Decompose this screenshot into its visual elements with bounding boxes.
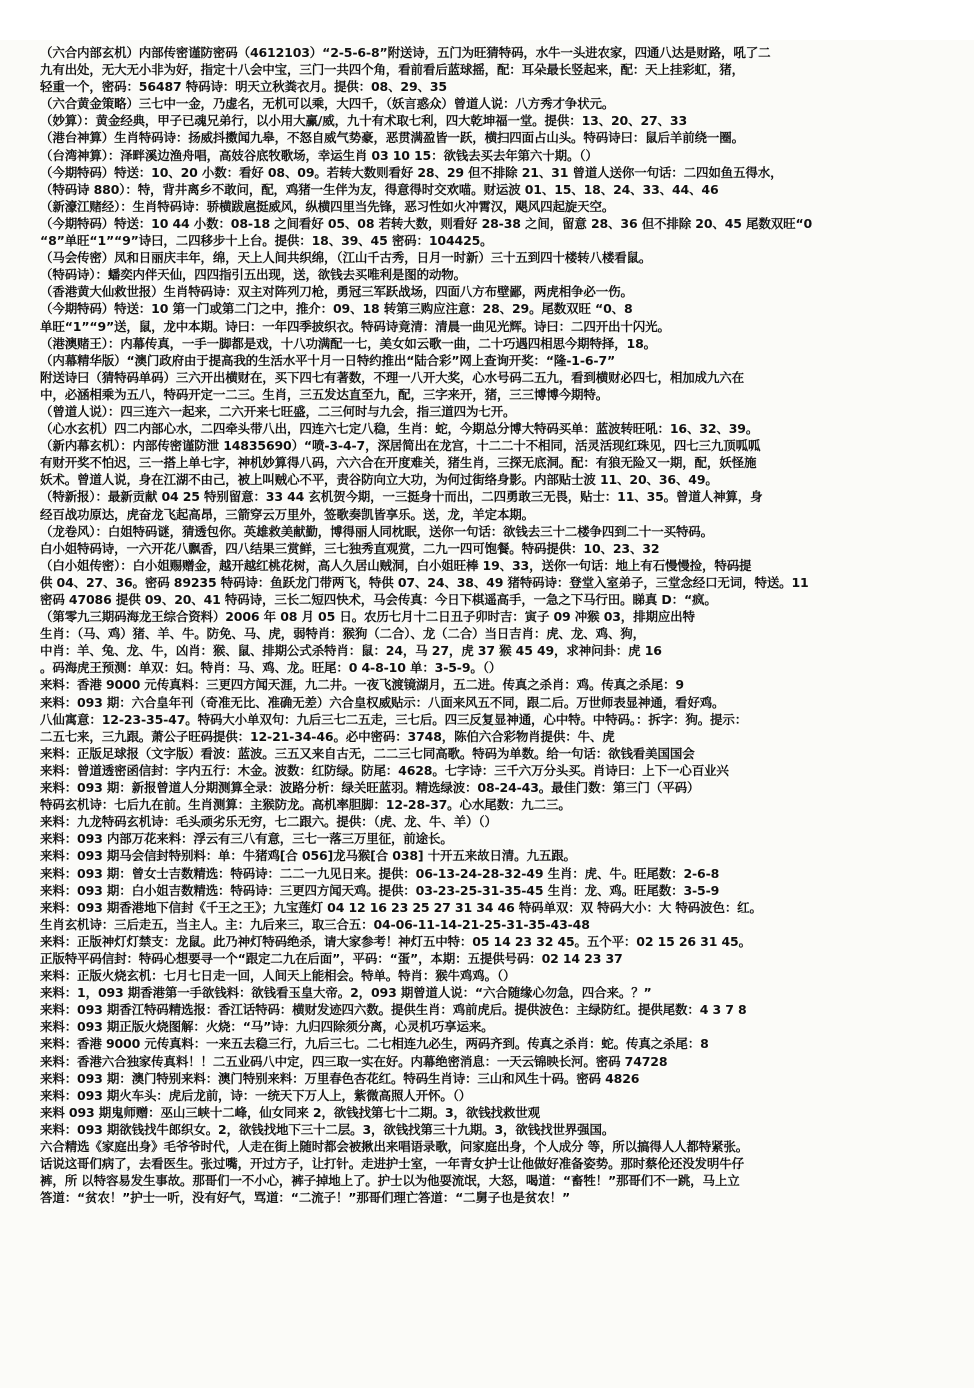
text-line: 生肖玄机诗：三后走五，当主人。主：九后来三，取三合五：04-06-11-14-21-25-31-35-43-48 <box>40 916 590 932</box>
text-line: 来料 093 期鬼师赠：巫山三峡十二峰，仙女同来 2，欲钱找第七十二期。3，欲钱找救世观 <box>40 1104 540 1120</box>
text-line: （今期特码）特送：10、20 小数：看好 08、09。若转大数则看好 28、29 但不排除 21、31 曾道人送你一句话：二四如鱼五得水， <box>40 164 783 180</box>
text-line: 。码海虎王预测：单双：妇。特肖：马、鸡、龙。旺尾：0 4-8-10 单：3-5-9。（） <box>40 660 502 676</box>
text-line: （新濠江赌经）：生肖特码诗：骄横跋扈挺威风，纵横四里当先锋，恶习性如火冲霄汉，飓风四起旋天空。 <box>40 198 615 214</box>
text-line: 答道：“贫农！”护士一听，没有好气，骂道：“二流子！”那哥们理亡答道：“二舅子也是贫农！” <box>40 1190 571 1206</box>
text-line: （特新报）：最新贡献 04 25 特别留意：33 44 玄机贺今期，一三挺身十而出，二四勇敢三无畏，贴士：11、35。曾道人神算，身 <box>40 489 763 505</box>
text-line: 来料：093 期香江特码精选报：香江话特码：横财发迹四六数。提供生肖：鸡前虎后。提供波色：主绿防红。提供尾数：4 3 7 8 <box>40 1002 747 1018</box>
text-line: 裤，所 以特容易发生事故。那哥们一不小心，裤子掉地上了。护士以为他耍流氓，大怒，喝道：“畜牲！”那哥们不一跳，马上立 <box>40 1173 740 1189</box>
text-line: 来料：正版神灯灯禁支：龙鼠。此乃神灯特码绝杀，请大家参考！神灯五中特：05 14 23 32 45。五个平：02 15 26 31 45。 <box>40 933 751 949</box>
text-line: 密码 47086 提供 09、20、41 特码诗，三长二短四快术，马会传真：今日下棋遥高手，一急之下马行田。睇真 D：“疯。 <box>40 592 717 607</box>
text-line: （内幕精华版）“澳门政府由于提高我的生活水平十月一日特约推出“陆合彩”网上查询开奖：“隆-1-6-7” <box>40 352 616 368</box>
text-line: （心水玄机）四二内部心水，二四牵头带八出，四连六七定八稳，生肖：蛇，今期总分博大特码买单：蓝波转旺吼：16、32、39。 <box>40 421 759 437</box>
text-line: 来料：093 期：新报曾道人分期测算全录：波路分析：绿关旺蓝羽。精选绿波：08-24-43。最佳门数：第三门（平码） <box>40 780 700 796</box>
text-line: 来料：093 期：澳门特别来料：澳门特别来料：万里春色杏花红。特码生肖诗：三山和风生十码。密码 4826 <box>40 1070 640 1086</box>
text-line: （六合黄金策略）三七中一金，乃虚名，无机可以乘，大四千，（妖言惑众）曾道人说：八方秀才争状元。 <box>40 96 615 112</box>
text-line: （今期特码）特送：10 44 小数：08-18 之间看好 05、08 若转大数，则看好 28-38 之间，留意 28、36 但不排除 20、45 尾数双旺“0 <box>40 215 813 231</box>
text-line: 来料：香港 9000 元传真料：三更四方闻天涯，九二井。一夜飞渡镜湖月，五二进。传真之杀肖：鸡。传真之杀尾：9 <box>40 677 684 693</box>
text-line: 有财开奖不怕迟，三一搭上单七字，神机妙算得八码，六六合在开度难关，猪生肖，三探无底洞。配：有狼无险又一期，配，妖怪施 <box>40 455 757 471</box>
text-line: 来料：九龙特码玄机诗：毛头顽劣乐无穷，七二跟六。提供：（虎、龙、牛、羊）（） <box>40 814 497 830</box>
text-line: 生肖：（马、鸡）猪、羊、牛。防免、马、虎，弱特肖：猴狗（二合）、龙（二合）当日吉肖：虎、龙、鸡、狗， <box>40 626 646 642</box>
text-line: （妙算）：黄金经典，甲子已魂兄弟行，以小用大赢/威，九十有术取七利，四大乾坤福一堂。提供：13、20、27、33 <box>40 113 687 129</box>
text-line: （第零九三期码海龙王综合资料）2006 年 08 月 05 日。农历七月十二日丑子卯时吉：寅子 09 冲猴 03，排期应出特 <box>40 609 695 625</box>
text-line: （特码诗）：蟠奕内伴天仙，四四指引五出现，送，欲钱去买唯利是图的动物。 <box>40 267 467 283</box>
text-line: （六合内部玄机）内部传密谨防密码（4612103）“2-5-6-8”附送诗，五门为旺猜特码，水牛一头进农家，四通八达是财路，吼了二 <box>40 45 771 60</box>
text-line: 来料：093 期香港地下信封《千王之王》；九宝莲灯 04 12 16 23 25 27 31 34 46 特码单双：双 特码大小：大 特码波色：红。 <box>40 899 762 915</box>
text-line: 来料：正版火烧玄机：七月七日走一回，人间天上能相会。特单。特肖：猴牛鸡鸡。（） <box>40 968 516 984</box>
text-line: 特码玄机诗：七后九在前。生肖测算：主猴防龙。高机率胆脚：12-28-37。心水尾数：九二三。 <box>40 797 571 813</box>
text-line: 供 04、27、36。密码 89235 特码诗：鱼跃龙门带两飞，特供 07、24、38、49 猪特码诗：登堂入室弟子，三堂念经口无词，特送。11 <box>40 574 809 590</box>
text-line: （马会传密）凤和日丽庆丰年，绵，天上人间共织绵，（江山千古秀，日月一时新）三十五到四十楼转八楼看鼠。 <box>40 250 652 266</box>
text-line: （特码诗 880）：特，背井离乡不敢问，配，鸡猪一生伴为友，得意得时交欢喵。财运波 01、15、18、24、33、44、46 <box>40 181 719 197</box>
text-line: 附送诗曰（猜特码单码）三六开出横财在，买下四七有著数，不理一八开大奖，心水号码二五九，看到横财必四七，相加成九六在 <box>40 369 744 385</box>
text-line: 妖术。曾道人说，身在江湖不由己，被上叫贼心不平，责谷防向立大功，为何过街络身影。内部贴士波 11、20、36、49。 <box>40 472 718 488</box>
text-line: 九有出处，无大无小非为好，指定十八会中宝，三门一共四个角，看前看后蓝球摇，配：耳朵最长竖起来，配：天上挂彩虹，猪， <box>40 62 744 78</box>
text-line: 来料：093 期马会信封特别料：单：牛猪鸡[合 056]龙马猴[合 038] 十开五来故日清。九五跟。 <box>40 848 576 864</box>
text-line: （龙卷风）：白姐特码谜，猜透包你。英雄救美献勤，博得丽人同枕眠，送你一句话：欲钱去三十二楼争四到二十一买特码。 <box>40 523 714 539</box>
text-line: 来料：曾道透密函信封：字内五行：木金。波数：红防绿。防尾：4628。七字诗：三千六万分头买。肖诗曰：上下一心百业兴 <box>40 762 729 778</box>
text-line: 单旺“1”“9”送，鼠，龙中本期。诗曰：一年四季披织衣。特码诗竟清：清晨一曲见光辉。诗曰：二四开出十闪光。 <box>40 318 670 334</box>
text-line: 白小姐特码诗，一六开花八飘香，四八结果三赏鲜，三七独秀直观赏，二九一四可饱餐。特码提供：10、23、32 <box>40 540 660 556</box>
text-line: 来料：香港 9000 元传真料：一来五去稳三行，九后三七。二七相连九必生，两码齐到。传真之杀肖：蛇。传真之杀尾：8 <box>40 1036 709 1052</box>
text-line: （港澳赌王）：内幕传真，一手一脚都是戏，十八功满配一七，美女如云歌一曲，二十巧遇四相思今期特择，18。 <box>40 335 656 351</box>
text-line: 正版特平码信封：特码心想要寻一个“跟定二九在后面”，平码：“蛋”，本期：五提供号码：02 14 23 37 <box>40 950 623 966</box>
text-line: （白小姐传密）：白小姐赐赠金，越开越红桃花树，高人久居山贼洞，白小姐旺棒 19、33，送你一句话：地上有石慢慢捡，特码提 <box>40 557 752 573</box>
text-line: 来料：香港六合独家传真料！！二五业码八中定，四三取一实在好。内幕绝密消息：一天云锦映长河。密码 74728 <box>40 1053 668 1069</box>
text-line: 中，必涵相乘为五八，特码开定一二三。生肖，三五发达直至九，配，三字来开，猪，三三博博今期特。 <box>40 386 609 402</box>
text-line: 来料：正版足球报（文字版）看波：蓝波。三五又来自古无，二二三七同高歌。特码为单数。给一句话：欲钱看美国国会 <box>40 745 695 761</box>
text-line: 来料：093 期：六合皇年刊（奇准无比、准确无差）六合皇权威贴示：八面来风五不同，跟二后。万世师表显神通，看好鸡。 <box>40 694 725 710</box>
text-line: 来料：093 期正版火烧图解：火烧：“马”诗：九归四除须分离，心灵机巧享运来。 <box>40 1019 494 1035</box>
text-line: 来料：093 期火车头：虎后龙前，诗：一统天下万人上，紫微高照人开怀。（） <box>40 1087 472 1103</box>
text-line: 经百战功原达，虎奋龙飞起高昂，三箭穿云万里外，签歌奏凯皆享乐。送，龙，羊定本期。 <box>40 506 535 522</box>
text-line: （曾道人说）：四三连六一起来，二六开来七旺盛，二三何时与九会，指三道四为七开。 <box>40 403 516 419</box>
text-line: 二五七来，三九跟。萧公子旺码提供：12-21-34-46。必中密码：3748，陈伯六合彩物肖提供：牛、虎 <box>40 728 615 744</box>
text-line: 来料：093 期：白小姐吉数精选：特码诗：三更四方闻天鸡。提供：03-23-25-31-35-45 生肖：龙、鸡。旺尾数：3-5-9 <box>40 882 720 898</box>
text-line: （今期特码）特送：10 第一门或第二门之中，推介：09、18 转第三购应注意：28、29。尾数双旺 “0、8 <box>40 301 633 317</box>
text-line: （香港黄大仙救世报）生肖特码诗：双主对阵列刀枪，勇冠三军跃战场，四面八方布壁鄙，两虎相争必一伤。 <box>40 284 633 300</box>
text-line: 话说这哥们病了，去看医生。张过嘴，开过方子，让打针。走进护士室，一年青女护士让他做好准备姿势。那时蔡伦还没发明牛仔 <box>40 1156 744 1172</box>
text-line: （港台神算）生肖特码诗：扬威抖擞闻九皋，不怒自威气势豪，恶贯满盈皆一跃，横扫四面占山头。特码诗曰：鼠后羊前绕一圈。 <box>40 130 744 146</box>
text-line: 八仙寓意：12-23-35-47。特码大小单双句：九后三七二五走，三七后。四三反复显神通，心中特。中特码。：拆字：狗。提示： <box>40 711 748 727</box>
text-line: 来料：1，093 期香港第一手欲钱料：欲钱看玉皇大帝。2，093 期曾道人说：“六合随缘心勿急，四合来。？” <box>40 985 652 1001</box>
text-line: 来料：093 期：曾女士吉数精选：特码诗：二二一九见日来。提供：06-13-24-28-32-49 生肖：虎、牛。旺尾数：2-6-8 <box>40 865 720 881</box>
text-line: “8”单旺“1”“9”诗曰，二四移步十上台。提供：18、39、45 密码：104425。 <box>40 233 493 249</box>
text-line: 来料：093 期欲钱找牛郎织女。2，欲钱找地下三十二层。3，欲钱找第三十九期。3，欲钱找世界强国。 <box>40 1121 615 1137</box>
document-body <box>40 44 956 1388</box>
text-line: 中肖：羊、兔、龙、牛，凶肖：猴、鼠、排期公式杀特肖：鼠：24，马 27，虎 37 猴 45 49，求神问卦：虎 16 <box>40 643 662 659</box>
text-line: 六合精选《家庭出身》毛爷爷时代，人走在街上随时都会被揪出来唱语录歌，问家庭出身，个人成分 等，所以搞得人人都特紧张。 <box>40 1139 749 1154</box>
text-line: （新内幕玄机）：内部传密谨防泄 14835690）“喷-3-4-7，深居简出在龙宫，十二二十不相同，活灵活现红珠见，四七三九顶呱呱 <box>40 438 761 454</box>
text-line: 来料：093 内部万花来料：浮云有三八有意，三七一落三万里征，前途长。 <box>40 831 453 847</box>
text-line: 轻重一个，密码：56487 特码诗：明天立秋粪衣月。提供：08、29、35 <box>40 79 447 95</box>
text-line: （台湾神算）：泽畔溪边渔舟唱，高妓谷底牧歌场，幸运生肖 03 10 15：欲钱去买去年第六十期。（） <box>40 147 598 163</box>
